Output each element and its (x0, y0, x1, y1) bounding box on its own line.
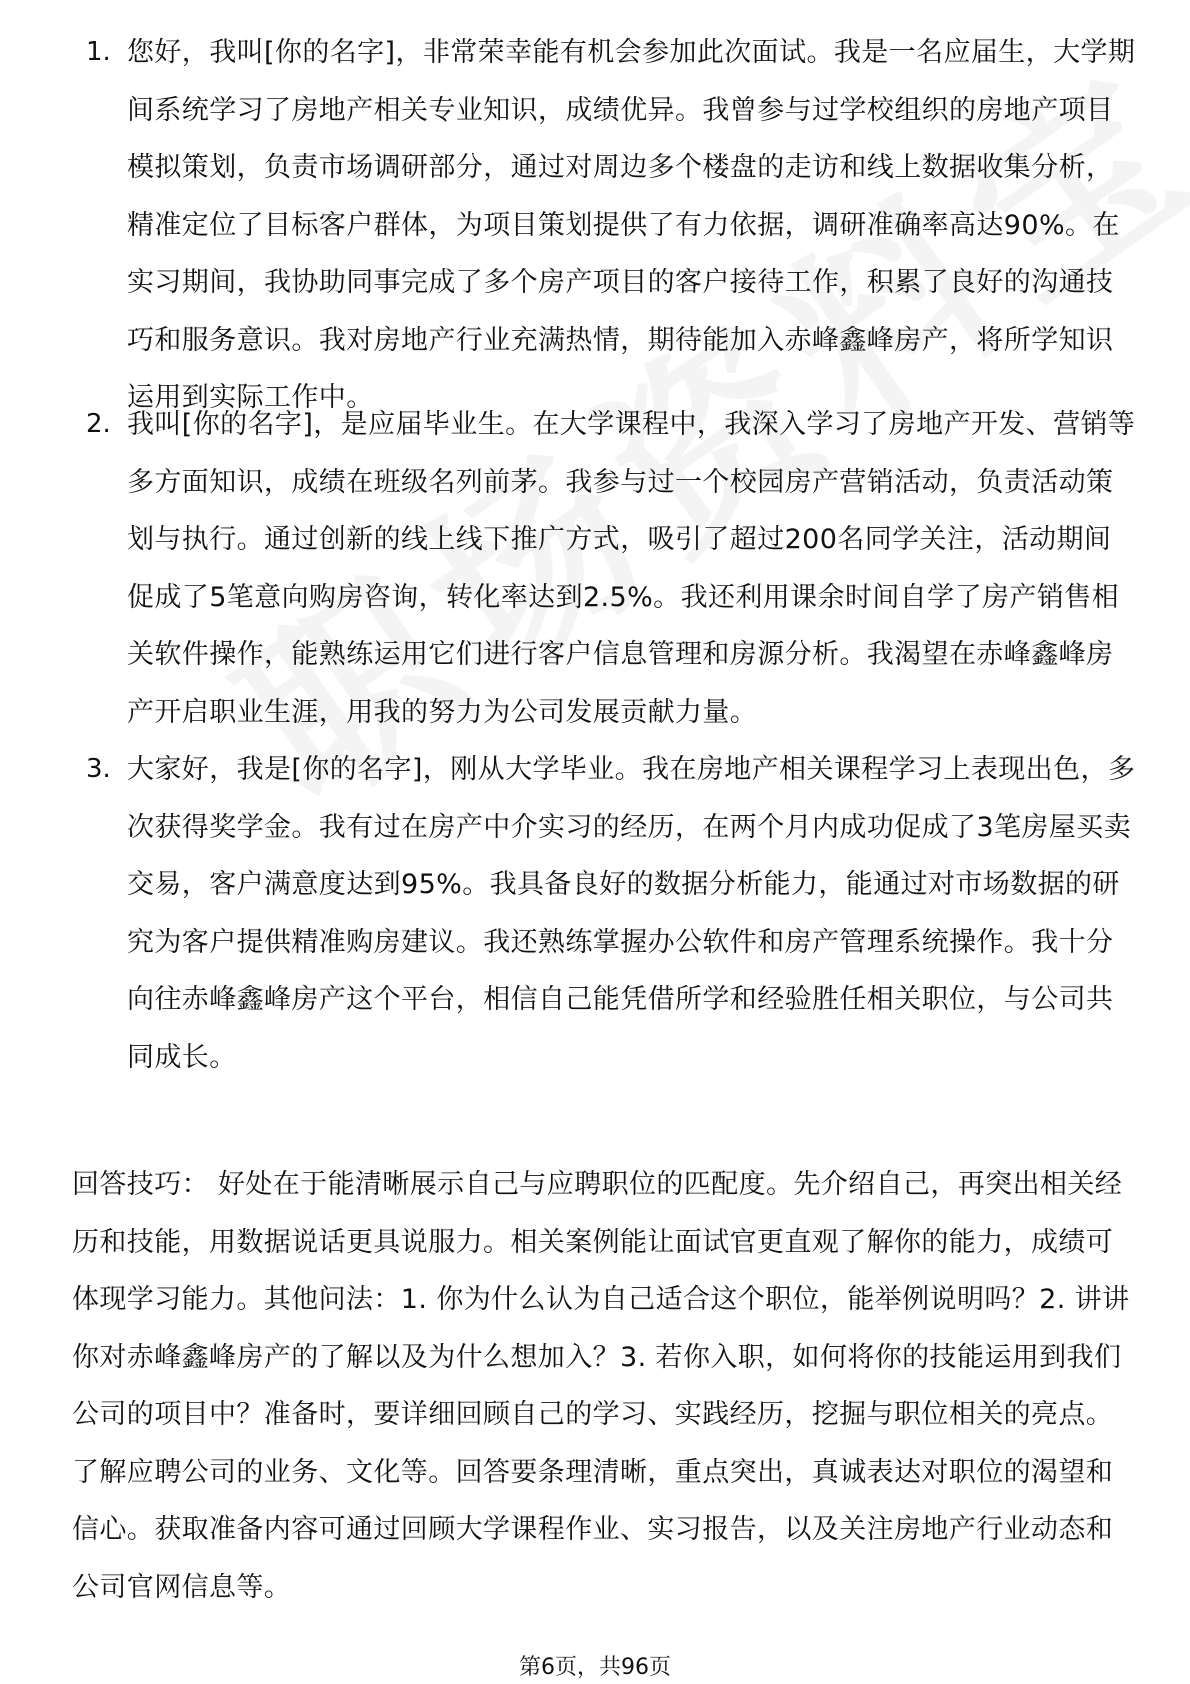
tips-label: 回答技巧： (72, 1169, 209, 1200)
answer-number: 2. (86, 409, 111, 439)
answer-number: 3. (86, 754, 111, 784)
answer-tips (72, 1156, 1132, 1616)
answer-number: 1. (86, 37, 111, 67)
answer-text: 我叫[你的名字]，是应届毕业生。在大学课程中，我深入学习了房地产开发、营销等多方面知识，成绩在班级名列前茅。我参与过一个校园房产营销活动，负责活动策划与执行。通过创新的线上线下推广方式，吸引了超过200名同学关注，活动期间促成了5笔意向购房咨询，转化率达到2.5%。我还利用课余时间自学了房产销售相关软件操作，能熟练运用它们进行客户信息管理和房源分析。我渴望在赤峰鑫峰房产开启职业生涯，用我的努力为公司发展贡献力量。 (127, 409, 1136, 728)
page-footer: 第6页，共96页 (519, 1655, 671, 1680)
answer-text: 大家好，我是[你的名字]，刚从大学毕业。我在房地产相关课程学习上表现出色，多次获得奖学金。我有过在房产中介实习的经历，在两个月内成功促成了3笔房屋买卖交易，客户满意度达到95%。我具备良好的数据分析能力，能通过对市场数据的研究为客户提供精准购房建议。我还熟练掌握办公软件和房产管理系统操作。我十分向往赤峰鑫峰房产这个平台，相信自己能凭借所学和经验胜任相关职位，与公司共同成长。 (127, 754, 1136, 1073)
tips-text: 好处在于能清晰展示自己与应聘职位的匹配度。先介绍自己，再突出相关经历和技能，用数据说话更具说服力。相关案例能让面试官更直观了解你的能力，成绩可体现学习能力。其他问法：1. 你为什么认为自己适合这个职位，能举例说明吗？2. 讲讲你对赤峰鑫峰房产的了解以及为什么想加入？3. 若你入职，如何将你的技能运用到我们公司的项目中？准备时，要详细回顾自己的学习、实践经历，挖掘与职位相关的亮点。了解应聘公司的业务、文化等。回答要条理清晰，重点突出，真诚表达对职位的渴望和信心。获取准备内容可通过回顾大学课程作业、实习报告，以及关注房地产行业动态和公司官网信息等。 (72, 1169, 1130, 1603)
answer-text: 您好，我叫[你的名字]，非常荣幸能有机会参加此次面试。我是一名应届生，大学期间系统学习了房地产相关专业知识，成绩优异。我曾参与过学校组织的房地产项目模拟策划，负责市场调研部分，通过对周边多个楼盘的走访和线上数据收集分析，精准定位了目标客户群体，为项目策划提供了有力依据，调研准确率高达90%。在实习期间，我协助同事完成了多个房产项目的客户接待工作，积累了良好的沟通技巧和服务意识。我对房地产行业充满热情，期待能加入赤峰鑫峰房产，将所学知识运用到实际工作中。 (127, 37, 1136, 413)
